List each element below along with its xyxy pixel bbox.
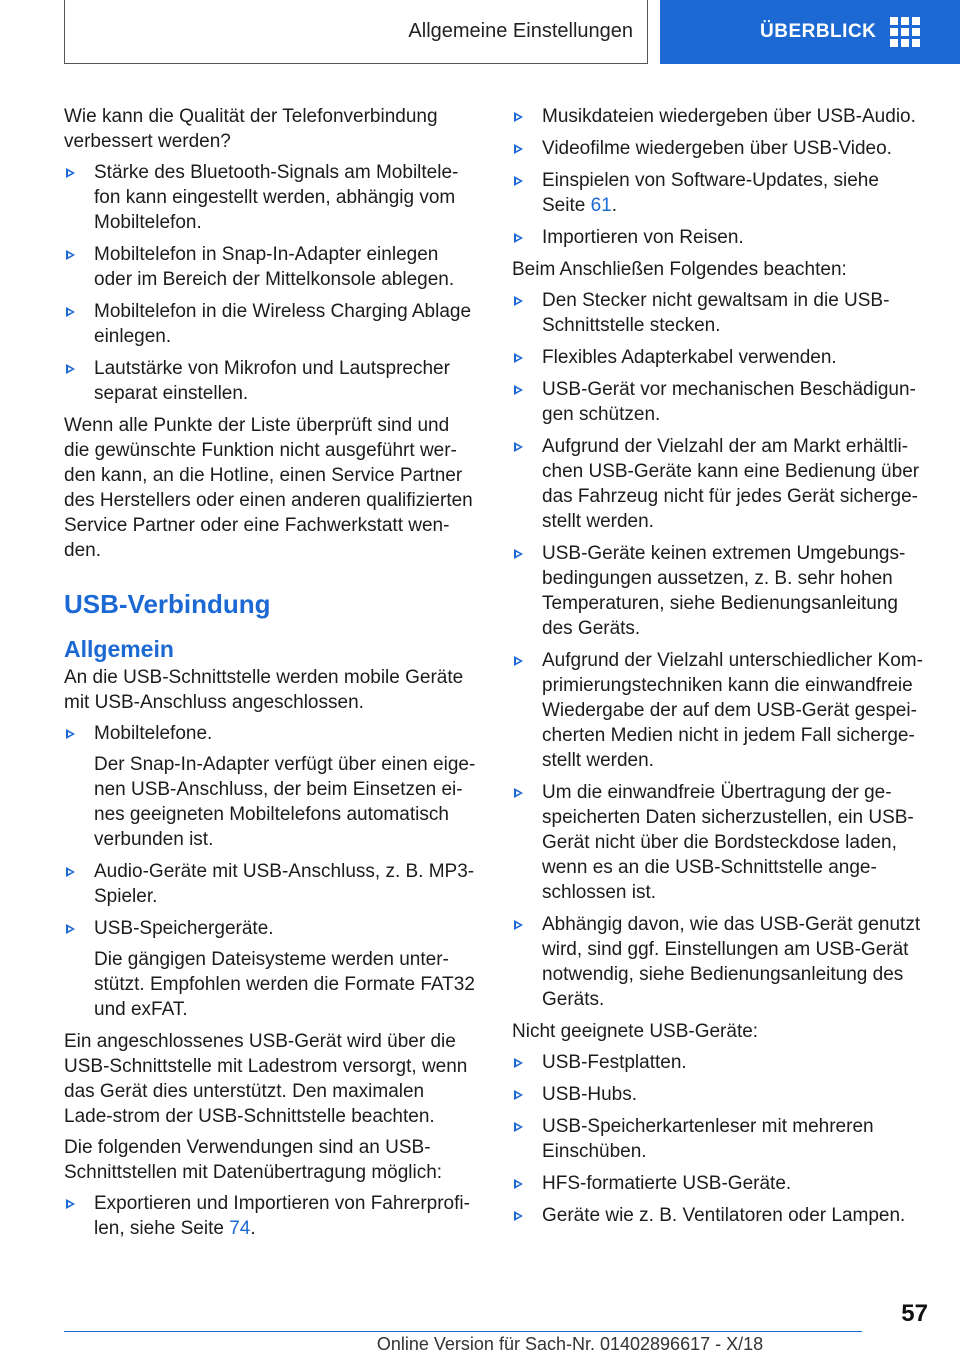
footer-divider [64, 1331, 862, 1332]
list-item: Videofilme wiedergeben über USB-Video. [512, 136, 926, 161]
list-item: Musikdateien wiedergeben über USB-Audio. [512, 104, 926, 129]
list-item: Lautstärke von Mikrofon und Lautsprecher separat einstellen. [64, 356, 476, 406]
punctuation: . [250, 1218, 256, 1239]
grid-icon [890, 17, 920, 47]
list-item: USB-Hubs. [512, 1082, 926, 1107]
list-item: USB-Speicherkartenleser mit mehreren Einschüben. [512, 1114, 926, 1164]
quality-list [64, 160, 476, 406]
list-item: Abhängig davon, wie das USB-Gerät genutzt wird, sind ggf. Einstellungen am USB-Gerät notwendig, siehe Bedienungsanleitung des Geräts. [512, 912, 926, 1012]
device-storage: USB-Speichergeräte. [94, 918, 274, 939]
uses-intro: Die folgenden Verwendungen sind an USB-Schnittstellen mit Datenübertragung möglich: [64, 1137, 443, 1183]
page-link[interactable]: 61 [590, 195, 612, 216]
device-mobile-note: Der Snap-In-Adapter verfügt über einen eige-nen USB-Anschluss, der beim Einsetzen ei-nes geeigneten Mobiltelefons automatisch verbunden ist. [94, 754, 476, 850]
page-number: 57 [901, 1300, 928, 1327]
unsuitable-intro: Nicht geeignete USB-Geräte: [512, 1021, 759, 1042]
list-item: Stärke des Bluetooth-Signals am Mobiltele-fon kann eingestellt werden, abhängig vom Mobiltelefon. [64, 160, 476, 235]
overview-tab-label: ÜBERBLICK [760, 21, 877, 42]
list-item [64, 1191, 476, 1241]
list-item: Importieren von Reisen. [512, 225, 926, 250]
list-item: Geräte wie z. B. Ventilatoren oder Lampen. [512, 1203, 926, 1228]
list-item [64, 721, 476, 852]
uses-list [64, 1191, 476, 1241]
unsuitable-list [512, 1050, 926, 1228]
header-section-title: Allgemeine Einstellungen [408, 20, 633, 42]
section-heading-usb: USB-Verbindung [64, 589, 271, 619]
list-item: Den Stecker nicht gewaltsam in die USB-Schnittstelle stecken. [512, 288, 926, 338]
device-storage-note: Die gängigen Dateisysteme werden unter-stützt. Empfohlen werden die Formate FAT32 und exFAT. [94, 949, 475, 1020]
list-item: USB-Geräte keinen extremen Umgebungs-bedingungen aussetzen, z. B. sehr hohen Temperaturen, siehe Bedienungsanleitung des Geräts. [512, 541, 926, 641]
overview-tab[interactable] [660, 0, 960, 64]
uses-list-continued [512, 104, 926, 250]
quality-question: Wie kann die Qualität der Telefonverbindung verbessert werden? [64, 106, 438, 152]
list-item: Audio-Geräte mit USB-Anschluss, z. B. MP3-Spieler. [64, 859, 476, 909]
connect-notes-list [512, 288, 926, 1012]
list-item: Flexibles Adapterkabel verwenden. [512, 345, 926, 370]
list-item [512, 168, 926, 218]
page-link[interactable]: 74 [229, 1218, 251, 1239]
charging-paragraph: Ein angeschlossenes USB-Gerät wird über die USB-Schnittstelle mit Ladestrom versorgt, wenn das Gerät dies unterstützt. Den maximalen Lade-strom der USB-Schnittstelle beachten. [64, 1031, 468, 1127]
device-mobile: Mobiltelefone. [94, 723, 213, 744]
footer-text: Online Version für Sach-Nr. 01402896617 - X/18 [376, 1334, 764, 1354]
list-item: Mobiltelefon in Snap-In-Adapter einlegen oder im Bereich der Mittelkonsole ablegen. [64, 242, 476, 292]
list-item: Aufgrund der Vielzahl unterschiedlicher Kom-primierungstechniken kann die einwandfreie Wiedergabe der auf dem USB-Gerät gespei-cherten Medien nicht in jedem Fall sicherge-stellt werden. [512, 648, 926, 773]
list-item: USB-Festplatten. [512, 1050, 926, 1075]
list-item: USB-Gerät vor mechanischen Beschädigun-gen schützen. [512, 377, 926, 427]
list-item [64, 916, 476, 1022]
list-item: HFS-formatierte USB-Geräte. [512, 1171, 926, 1196]
use-updates-text: Einspielen von Software-Updates, siehe Seite [542, 170, 879, 216]
device-list [64, 721, 476, 1022]
use-profiles-text: Exportieren und Importieren von Fahrerprofi-len, siehe Seite [94, 1193, 470, 1239]
right-column [512, 104, 926, 1235]
list-item: Aufgrund der Vielzahl der am Markt erhältli-chen USB-Geräte kann eine Bedienung über das Fahrzeug nicht für jedes Gerät sicherge-stellt werden. [512, 434, 926, 534]
left-column [64, 104, 476, 1248]
subheading-general: Allgemein [64, 636, 174, 662]
list-item: Mobiltelefon in die Wireless Charging Ablage einlegen. [64, 299, 476, 349]
usb-intro: An die USB-Schnittstelle werden mobile Geräte mit USB-Anschluss angeschlossen. [64, 667, 464, 713]
list-item: Um die einwandfreie Übertragung der ge-speicherten Daten sicherzustellen, ein USB-Gerät nicht über die Bordsteckdose laden, wenn es an die USB-Schnittstelle ange-schlossen ist. [512, 780, 926, 905]
hotline-paragraph: Wenn alle Punkte der Liste überprüft sind und die gewünschte Funktion nicht ausgeführt wer-den kann, an die Hotline, einen Service Partner des Herstellers oder einen anderen qualifizierten Service Partner oder eine Fachwerkstatt wen-den. [64, 415, 473, 561]
connect-notes-intro: Beim Anschließen Folgendes beachten: [512, 259, 847, 280]
punctuation: . [611, 195, 618, 216]
header-section-box [64, 0, 648, 64]
